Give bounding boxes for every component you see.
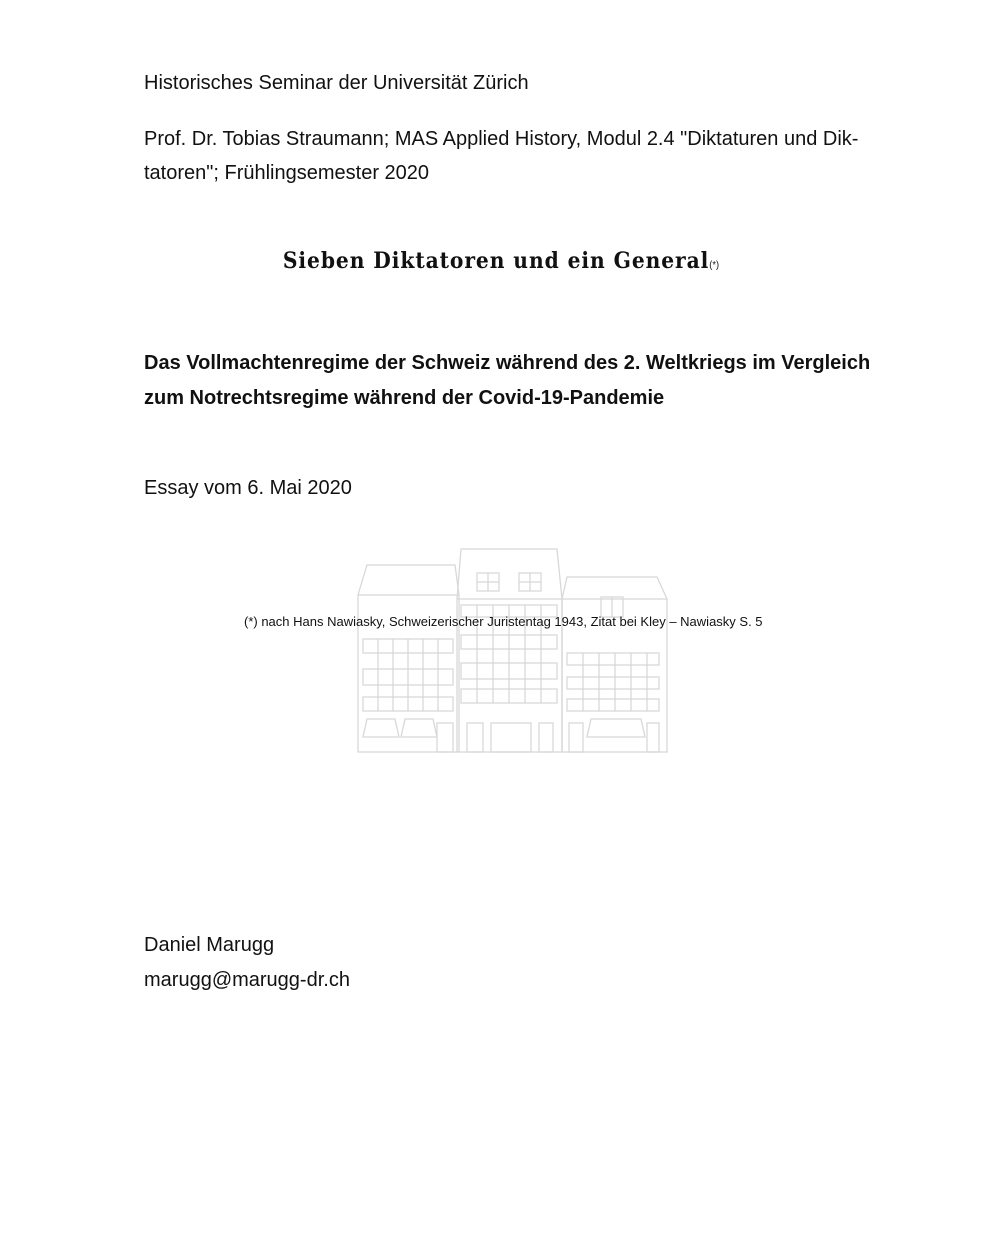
essay-title [41, 248, 961, 274]
essay-title-text: Sieben Diktatoren und ein General [282, 248, 710, 274]
author-email: marugg@marugg-dr.ch [144, 969, 350, 991]
title-footnote: (*) nach Hans Nawiasky, Schweizerischer Juristentag 1943, Zitat bei Kley – Nawiasky S. 5 [244, 614, 763, 629]
old-town-houses-watermark-icon [355, 547, 671, 753]
author-name: Daniel Marugg [144, 934, 275, 956]
subtitle-line-2: zum Notrechtsregime während der Covid-19-Pandemie [144, 387, 665, 409]
subtitle-line-1: Das Vollmachtenregime der Schweiz während des 2. Weltkriegs im Vergleich [144, 352, 871, 374]
title-footnote-marker: (*) [709, 260, 720, 271]
course-info-line-1: Prof. Dr. Tobias Straumann; MAS Applied History, Modul 2.4 "Diktaturen und Dik- [144, 128, 859, 150]
institution-name: Historisches Seminar der Universität Zürich [144, 72, 529, 94]
course-info-line-2: tatoren"; Frühlingsemester 2020 [144, 162, 430, 184]
essay-date: Essay vom 6. Mai 2020 [144, 477, 352, 499]
